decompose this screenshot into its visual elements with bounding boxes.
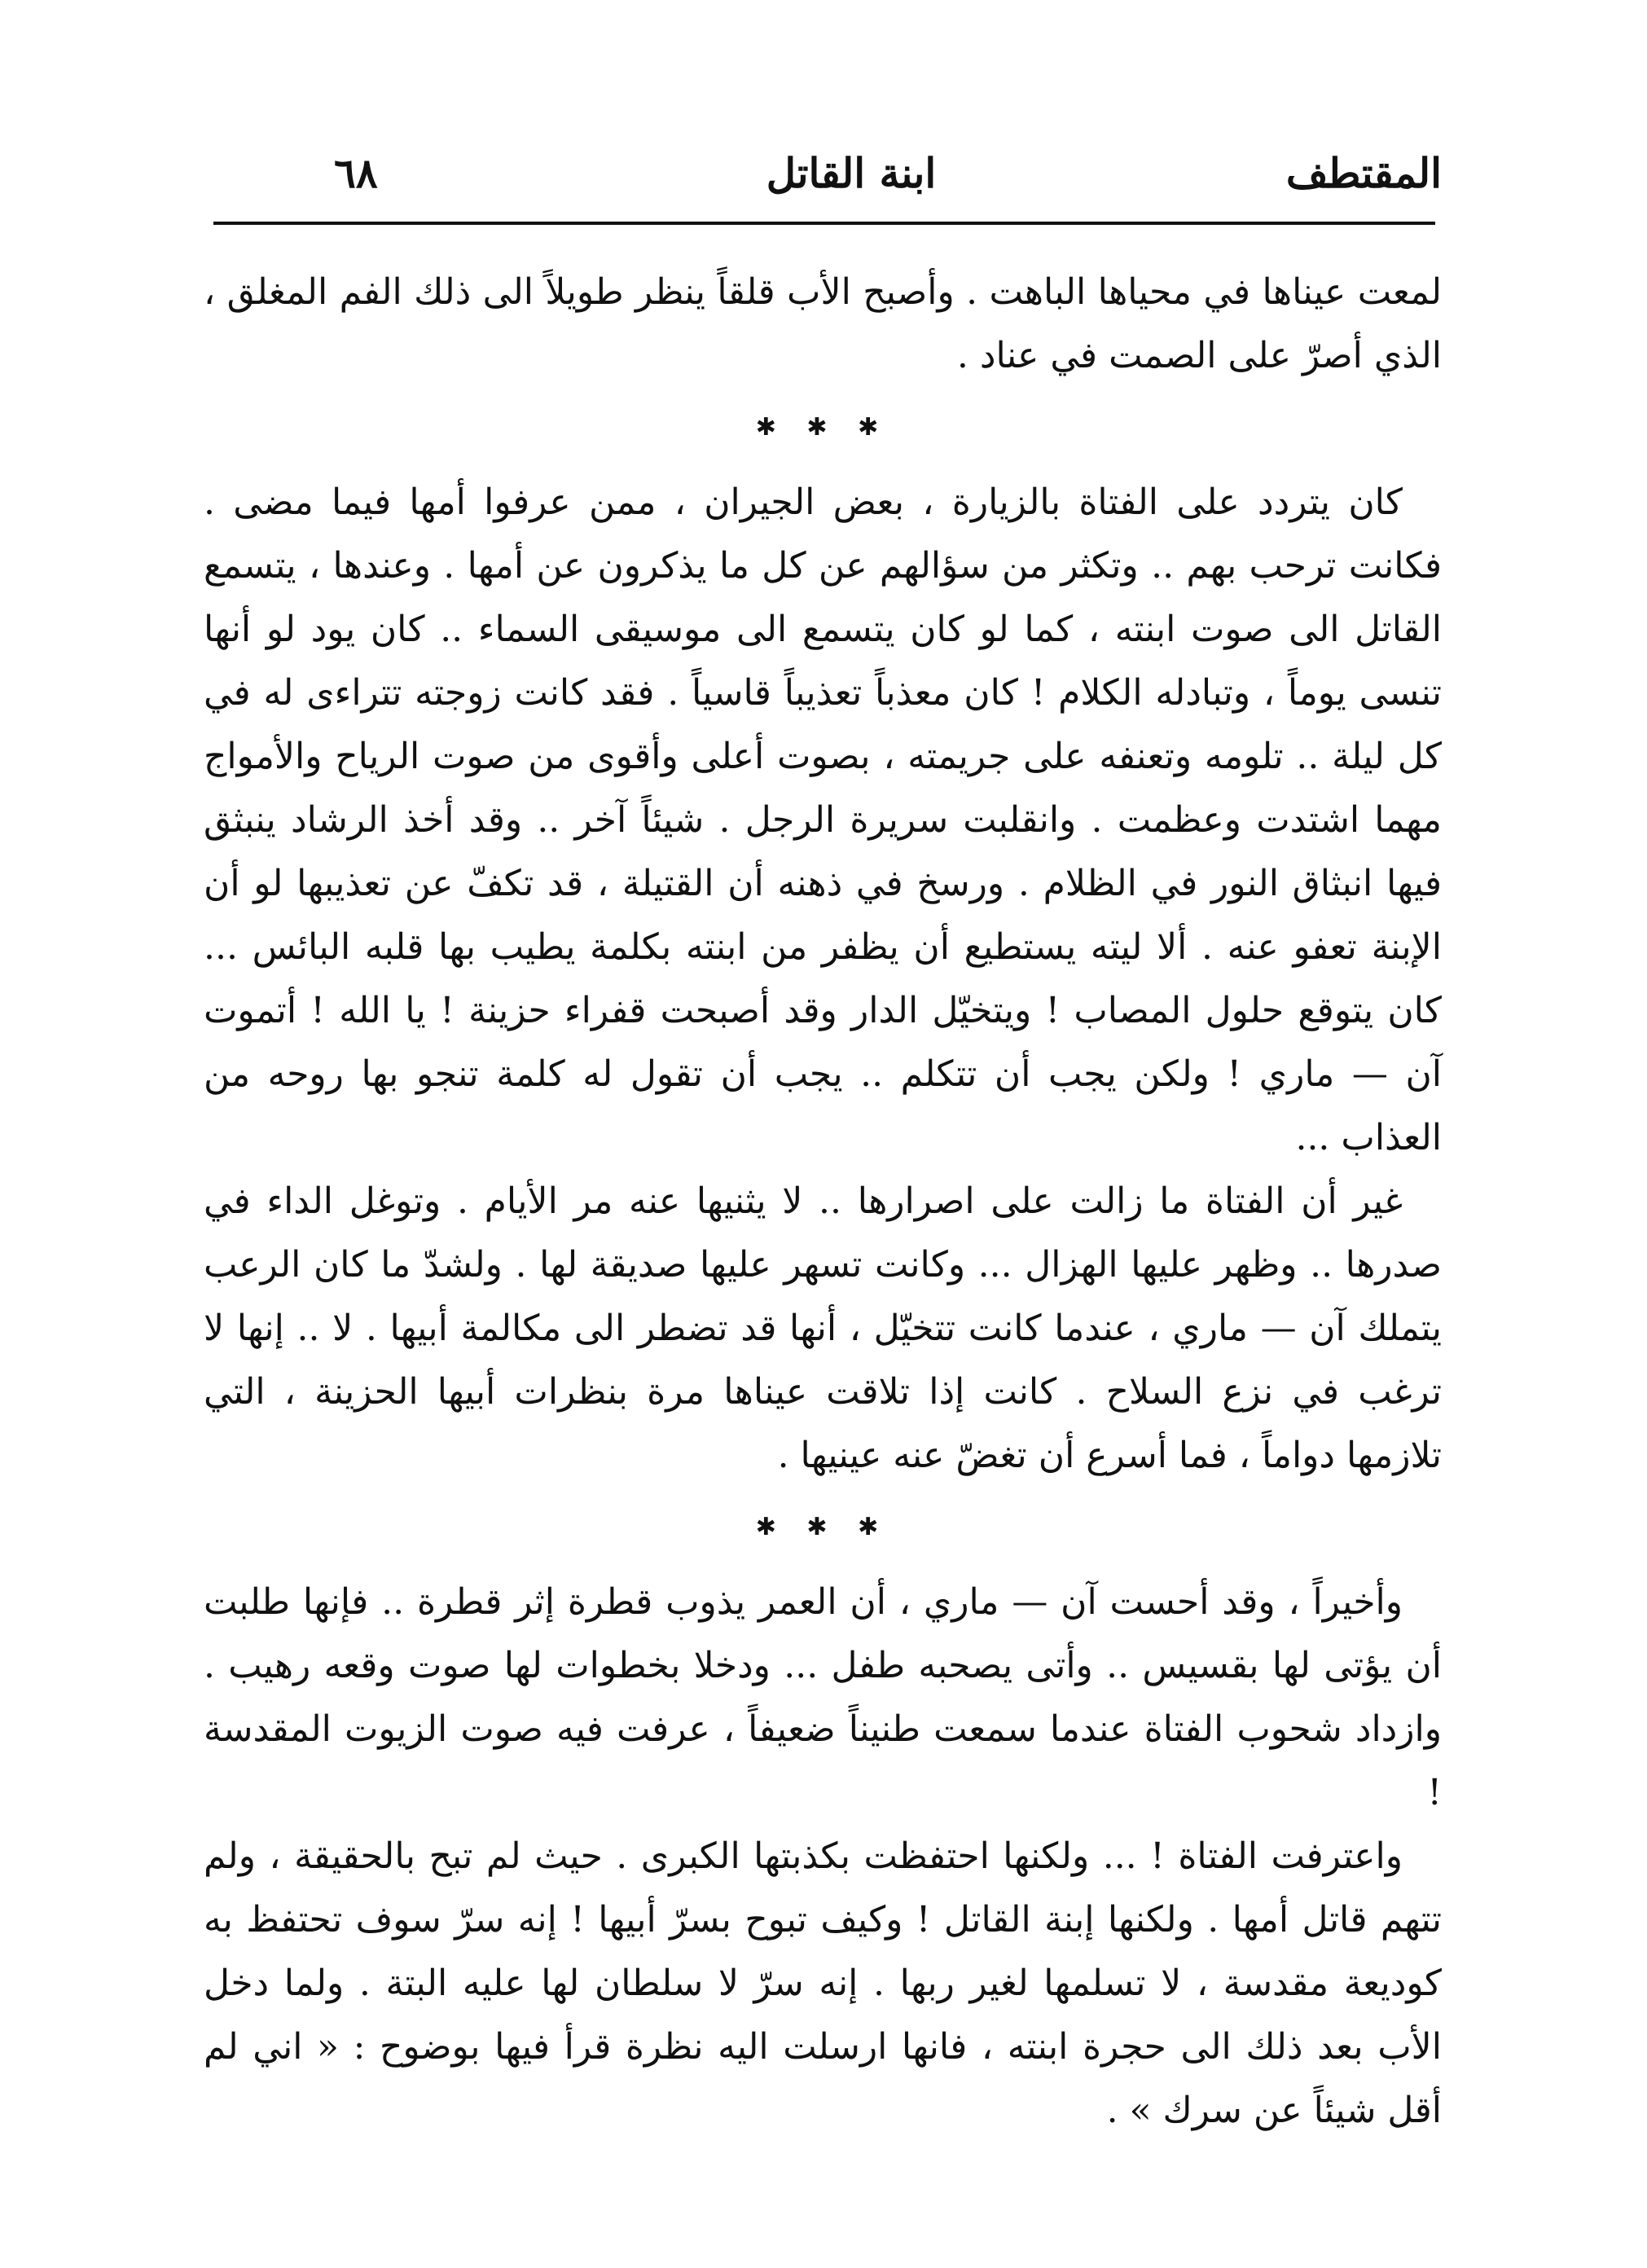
journal-name: المقتطف — [1285, 149, 1442, 197]
section-separator: ✱ ✱ ✱ — [755, 1513, 890, 1541]
page-number: ٦٨ — [334, 149, 378, 197]
paragraph: غير أن الفتاة ما زالت على اصرارها .. لا يثنيها عنه مر الأيام . وتوغل الداء في صدرها .. وظهر عليها الهزال ... وكانت تسهر عليها صديقة لها . ولشدّ ما كان الرعب يتملك آن — ماري ، عندما كانت تتخيّل ، أنها قد تضطر الى مكالمة أبيها . لا .. إنها لا ترغب في نزع السلاح . كانت إذا تلاقت عيناها مرة بنظرات أبيها الحزينة ، التي تلازمها دواماً ، فما أسرع أن تغضّ عنه عينيها . — [204, 1180, 1442, 1476]
paragraph: وأخيراً ، وقد أحست آن — ماري ، أن العمر يذوب قطرة إثر قطرة .. فإنها طلبت أن يؤتى لها بقسيس .. وأتى يصحبه طفل ... ودخلا بخطوات لها صوت وقعه رهيب . وازداد شحوب الفتاة عندما سمعت طنيناً ضعيفاً ، عرفت فيه صوت الزيوت المقدسة ! — [204, 1581, 1442, 1813]
article-title: ابنة القاتل — [766, 149, 937, 197]
article-body — [204, 261, 1442, 2143]
paragraph: واعترفت الفتاة ! ... ولكنها احتفظت بكذبتها الكبرى . حيث لم تبح بالحقيقة ، ولم تتهم قاتل أمها . ولكنها إبنة القاتل ! وكيف تبوح بسرّ أبيها ! إنه سرّ سوف تحتفظ به كوديعة مقدسة ، لا تسلمها لغير ربها . إنه سرّ لا سلطان لها عليه البتة . ولما دخل الأب بعد ذلك الى حجرة ابنته ، فانها ارسلت اليه نظرة قرأ فيها بوضوح : « اني لم أقل شيئاً عن سرك » . — [204, 1835, 1442, 2131]
paragraph: كان يتردد على الفتاة بالزيارة ، بعض الجيران ، ممن عرفوا أمها فيما مضى . فكانت ترحب بهم .. وتكثر من سؤالهم عن كل ما يذكرون عن أمها . وعندها ، يتسمع القاتل الى صوت ابنته ، كما لو كان يتسمع الى موسيقى السماء .. كان يود لو أنها تنسى يوماً ، وتبادله الكلام ! كان معذباً تعذيباً قاسياً . فقد كانت زوجته تتراءى له في كل ليلة .. تلومه وتعنفه على جريمته ، بصوت أعلى وأقوى من صوت الرياح والأمواج مهما اشتدت وعظمت . وانقلبت سريرة الرجل . شيئاً آخر .. وقد أخذ الرشاد ينبثق فيها انبثاق النور في الظلام . ورسخ في ذهنه أن القتيلة ، قد تكفّ عن تعذيبها لو أن الإبنة تعفو عنه . ألا ليته يستطيع أن يظفر من ابنته بكلمة يطيب بها قلبه البائس ... كان يتوقع حلول المصاب ! ويتخيّل الدار وقد أصبحت قفراء حزينة ! يا الله ! أتموت آن — ماري ! ولكن يجب أن تتكلم .. يجب أن تقول له كلمة تنجو بها روحه من العذاب ... — [204, 481, 1442, 1158]
header-rule — [213, 222, 1435, 225]
running-header — [261, 145, 1442, 210]
paragraph: لمعت عيناها في محياها الباهت . وأصبح الأب قلقاً ينظر طويلاً الى ذلك الفم المغلق ، الذي أصرّ على الصمت في عناد . — [204, 271, 1442, 376]
section-separator: ✱ ✱ ✱ — [755, 413, 890, 442]
